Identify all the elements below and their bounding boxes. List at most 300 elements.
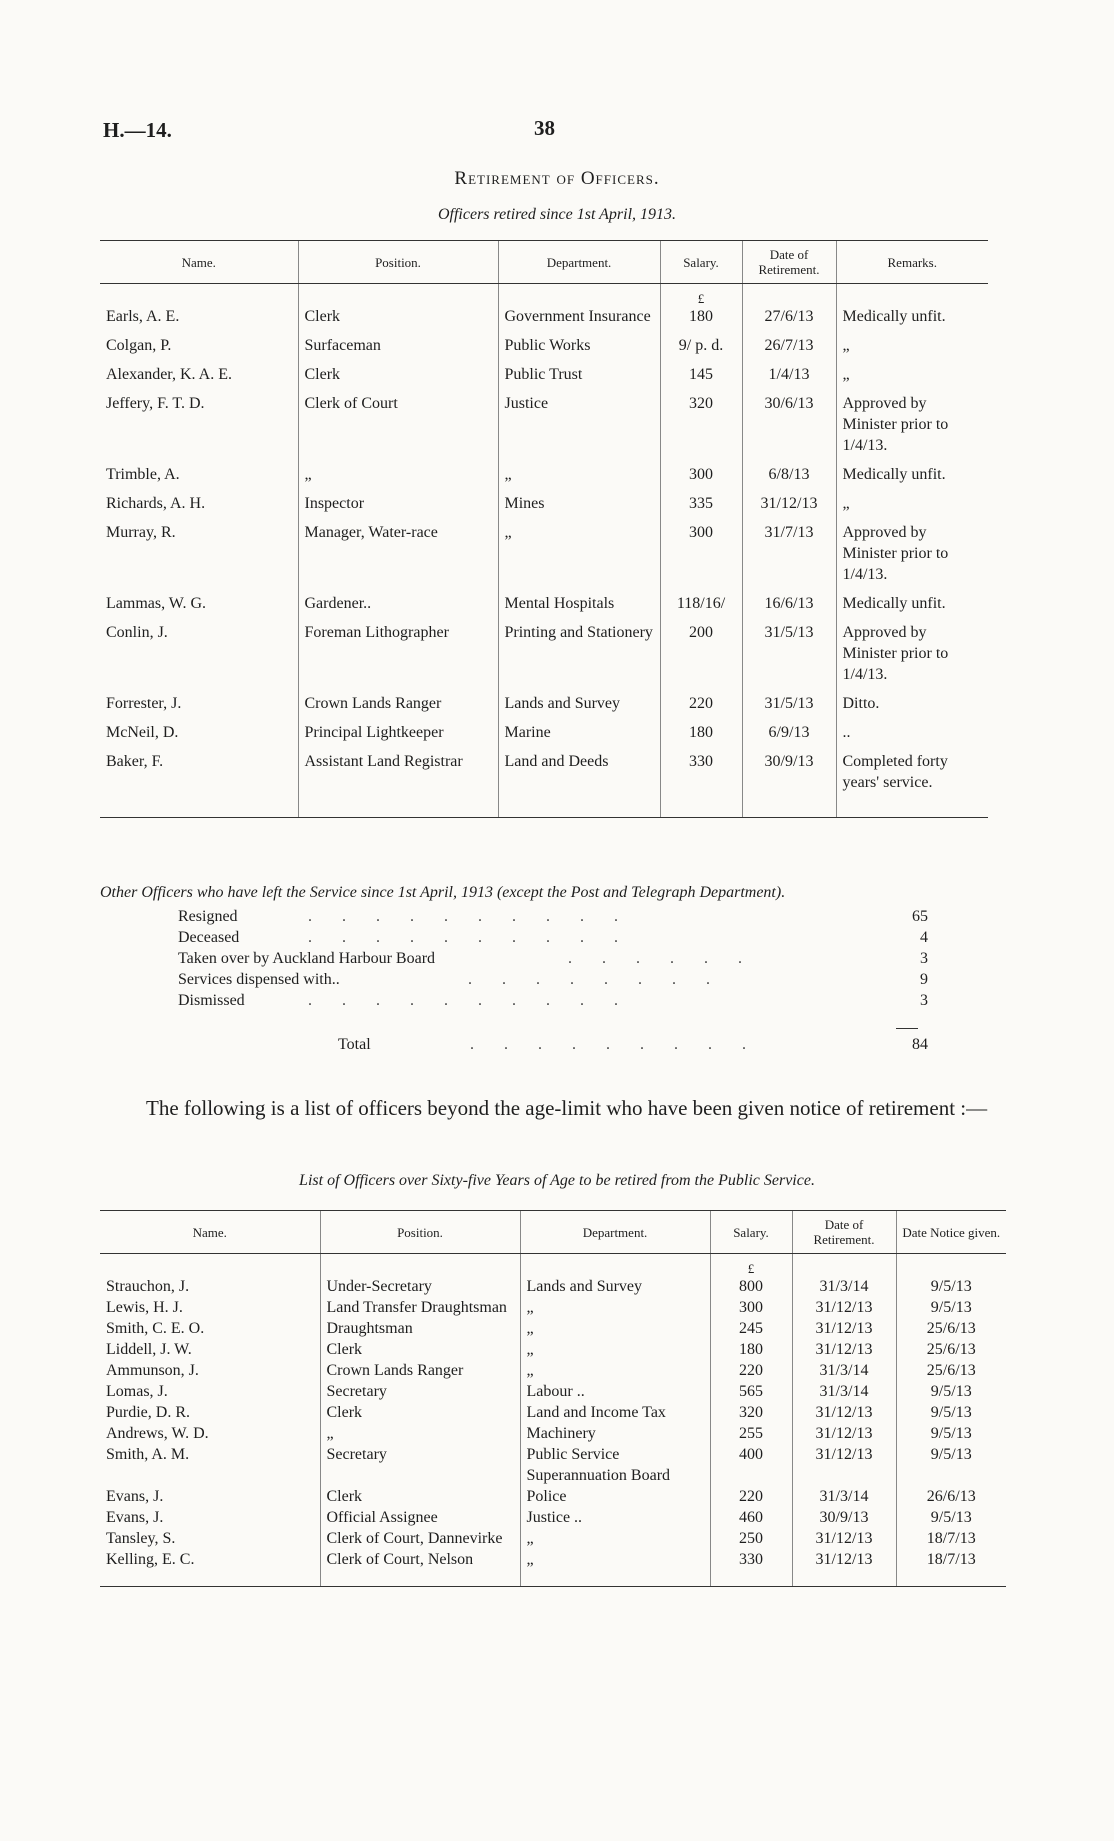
notice-date-cell: 9/5/13 [896,1444,1006,1486]
name-cell: Evans, J. [106,1488,164,1505]
spacer-cell [742,514,836,522]
spacer-cell [100,614,298,622]
salary-cell: 800 [710,1276,792,1297]
retirement-date-cell: 31/12/13 [792,1423,896,1444]
retired-officers-table [100,240,988,818]
spacer-cell [298,793,498,801]
document-page: H.—14. 38 Retirement of Officers. Officers retired since 1st April, 1913. Name. Position. Department. Salary. Date of Retirement. Remarks. £ Earls, A. E. Clerk Government Insurance 180 27/6/13 Medically unfit. Colgan, P. Surfaceman Public Works 9/ p. d. 26/7/13 „ Alexander, K. A. E. Clerk Public Trust 145 1/4/13 „ Jeffery, F. T. D. Clerk of Court Justice 320 30/6/13 Approved by Minister prior to 1/4/13. Trimble, A. „ „ 300 6/8/13 Medically unfit. Richards, A. H. Inspector Mines 335 31/12/13 „ Murray, R. Manager, Water-race „ 300 31/7/13 Approved by Minister prior to 1/4/13. Lammas, W. G. Gardener.. Mental Hospitals 118/16/ 16/6/13 Medically unfit. Conlin, J. Foreman Lithographer Printing and Stationery 200 31/5/13 Approved by Minister prior to 1/4/13. Forrester, J. Crown Lands Ranger Lands and Survey 220 31/5/13 Ditto. McNeil, D. Principal Lightkeeper Marine 180 6/9/13 .. Baker, F. Assistant Land Registrar Land and Deeds 330 30/9/13 Completed forty years' service. Other Officers who have left the Service since 1st April, 1913 (except the Post and Telegraph Department). Resigned .......... 65 Deceased .......... 4 Taken over by Auckland Harbour Board ...... 3 Services dispensed with.. ........ 9 Dismissed .......... 3 Total ......... 84 The following is a list of officers beyond the age-limit who have been given notice of retirement :— List of Officers over Sixty-five Years of Age to be retired from the Public Service. Name. Position. Department. Salary. Date of Retirement. Date Notice given. £ Strauchon, J. Under-Secretary Lands and Survey 800 31/3/14 9/5/13 Lewis, H. J. Land Transfer Draughtsman „ 300 31/12/13 9/5/13 Smith, C. E. O. Draughtsman „ 245 31/12/13 25/6/13 Liddell, J. W. Clerk „ 180 31/12/13 25/6/13 Ammunson, J. Crown Lands Ranger „ 220 31/3/14 25/6/13 Lomas, J. Secretary Labour .. 565 31/3/14 9/5/13 Purdie, D. R. Clerk Land and Income Tax 320 31/12/13 9/5/13 Andrews, W. D. „ Machinery 255 31/12/13 9/5/13 Smith, A. M. Secretary Public Service Superannuation Board 400 31/12/13 9/5/13 Evans, J. Clerk Police 220 31/3/14 26/6/13 Evans, J. Official Assignee Justice .. 460 30/9/13 9/5/13 Tansley, S. Clerk of Court, Dannevirke „ 250 31/12/13 18/7/13 Kelling, E. C. Clerk of Court, Nelson „ 330 31/12/13 18/7/13 [0,0,1114,1841]
position-cell: Clerk [320,1339,520,1360]
column-header-date-of-retirement: Date of Retirement. [792,1211,896,1254]
row-spacer [100,714,988,722]
remarks-cell: .. [836,722,988,743]
position-cell: Crown Lands Ranger [320,1360,520,1381]
spacer-cell [100,714,298,722]
other-officers-counts [178,906,928,1011]
department-cell: Mines [498,493,660,514]
spacer-cell [498,714,660,722]
retirement-date-cell: 16/6/13 [742,593,836,614]
row-spacer [100,743,988,751]
salary-cell: 320 [660,393,742,456]
name-cell: Liddell, J. W. [106,1341,192,1358]
table-row [100,464,988,485]
spacer-cell [836,685,988,693]
retirement-date-cell: 31/5/13 [742,693,836,714]
spacer-cell [498,385,660,393]
spacer-cell [498,614,660,622]
salary-cell: 460 [710,1507,792,1528]
row-spacer [100,585,988,593]
row-spacer [100,385,988,393]
row-spacer [100,485,988,493]
spacer-cell [298,801,498,818]
count-value: 65 [912,908,928,925]
row-spacer [100,514,988,522]
department-cell: „ [520,1360,710,1381]
notice-paragraph: The following is a list of officers beyond the age-limit who have been given notice of retirement :— [146,1096,988,1120]
position-cell: Clerk [298,306,498,327]
position-cell: Clerk of Court [298,393,498,456]
spacer-cell [660,514,742,522]
department-cell: Police [520,1486,710,1507]
count-value: 3 [920,950,928,967]
spacer-cell [710,1570,792,1587]
notice-date-cell: 9/5/13 [896,1297,1006,1318]
spacer-cell [660,385,742,393]
spacer-cell [660,456,742,464]
spacer-cell [660,614,742,622]
department-cell: Mental Hospitals [498,593,660,614]
remarks-cell: Medically unfit. [836,464,988,485]
table-row [100,393,988,456]
position-cell: Clerk [320,1486,520,1507]
retirement-date-cell: 31/12/13 [792,1528,896,1549]
spacer-cell [836,614,988,622]
page-number: 38 [534,116,555,140]
remarks-cell: Approved by Minister prior to 1/4/13. [836,393,988,456]
table-bottom-rule [100,1570,1006,1587]
spacer-cell [498,685,660,693]
table-row [100,364,988,385]
notice-date-cell: 18/7/13 [896,1528,1006,1549]
spacer-cell [298,456,498,464]
spacer-cell [100,485,298,493]
spacer-cell [836,485,988,493]
page-title: Retirement of Officers. [454,168,660,189]
name-cell: Smith, C. E. O. [106,1320,205,1337]
table-row [100,1276,1006,1297]
salary-cell: 320 [710,1402,792,1423]
department-cell: „ [498,464,660,485]
table-row [100,1507,1006,1528]
spacer-cell [836,585,988,593]
table-row [100,1444,1006,1486]
salary-cell: 330 [660,751,742,793]
department-cell: Printing and Stationery [498,622,660,685]
unit-row [100,1254,1006,1277]
department-cell: Public Trust [498,364,660,385]
retirement-date-cell: 30/9/13 [792,1507,896,1528]
table-row [100,693,988,714]
spacer-cell [298,356,498,364]
name-cell: Smith, A. M. [106,1446,190,1463]
spacer-cell [520,1570,710,1587]
spacer-cell [320,1570,520,1587]
position-cell: „ [298,464,498,485]
salary-cell: 220 [710,1360,792,1381]
salary-cell: 180 [660,306,742,327]
position-cell: Assistant Land Registrar [298,751,498,793]
spacer-cell [742,284,836,307]
column-header-salary: Salary. [660,241,742,284]
report-reference: H.—14. [103,118,172,142]
salary-cell: 250 [710,1528,792,1549]
table-row [100,1486,1006,1507]
count-row: Deceased .......... 4 [178,929,928,946]
department-cell: Lands and Survey [498,693,660,714]
column-header-salary: Salary. [710,1211,792,1254]
department-cell: „ [520,1318,710,1339]
department-cell: Government Insurance [498,306,660,327]
count-label: Deceased [178,929,240,946]
spacer-cell [792,1254,896,1277]
remarks-cell: „ [836,364,988,385]
retired-table-subtitle: Officers retired since 1st April, 1913. [437,206,677,223]
spacer-cell [100,514,298,522]
name-cell: Lewis, H. J. [106,1299,183,1316]
notice-date-cell: 18/7/13 [896,1549,1006,1570]
spacer-cell [100,327,298,335]
count-row: Resigned .......... 65 [178,908,928,925]
spacer-cell [498,514,660,522]
notice-date-cell: 9/5/13 [896,1402,1006,1423]
name-cell: Strauchon, J. [106,1278,190,1295]
row-spacer [100,614,988,622]
remarks-cell: Completed forty years' service. [836,751,988,793]
table-row [100,1297,1006,1318]
salary-cell: 300 [660,464,742,485]
column-header-remarks: Remarks. [836,241,988,284]
name-cell: Trimble, A. [106,466,180,483]
spacer-cell [498,585,660,593]
spacer-cell [498,284,660,307]
table-row [100,1381,1006,1402]
position-cell: Clerk of Court, Nelson [320,1549,520,1570]
retirement-date-cell: 31/3/14 [792,1360,896,1381]
name-cell: Richards, A. H. [106,495,206,512]
table-row [100,622,988,685]
position-cell: „ [320,1423,520,1444]
remarks-cell: Medically unfit. [836,593,988,614]
spacer-cell [100,456,298,464]
sum-rule [896,1028,918,1029]
notice-date-cell: 25/6/13 [896,1318,1006,1339]
spacer-cell [742,743,836,751]
retirement-date-cell: 26/7/13 [742,335,836,356]
notice-date-cell: 25/6/13 [896,1339,1006,1360]
spacer-cell [498,327,660,335]
spacer-cell [498,356,660,364]
spacer-cell [836,456,988,464]
salary-cell: 300 [710,1297,792,1318]
spacer-cell [742,456,836,464]
name-cell: Baker, F. [106,753,164,770]
department-cell: Land and Income Tax [520,1402,710,1423]
spacer-cell [836,385,988,393]
column-header-date-of-retirement: Date of Retirement. [742,241,836,284]
count-label: Resigned [178,908,238,925]
spacer-cell [498,743,660,751]
name-cell: Colgan, P. [106,337,172,354]
retirement-date-cell: 31/12/13 [792,1402,896,1423]
spacer-cell [100,585,298,593]
department-cell: Labour .. [520,1381,710,1402]
spacer-cell [742,793,836,801]
department-cell: Justice .. [520,1507,710,1528]
name-cell: McNeil, D. [106,724,179,741]
department-cell: Justice [498,393,660,456]
retirement-date-cell: 31/12/13 [742,493,836,514]
name-cell: Lomas, J. [106,1383,168,1400]
row-spacer [100,456,988,464]
spacer-cell [660,685,742,693]
table-row [100,306,988,327]
spacer-cell [298,614,498,622]
salary-cell: 220 [660,693,742,714]
spacer-cell [100,1570,320,1587]
table-row [100,722,988,743]
table-header-row [100,241,988,284]
spacer-cell [660,356,742,364]
salary-cell: 300 [660,522,742,585]
spacer-cell [298,327,498,335]
name-cell: Lammas, W. G. [106,595,206,612]
retirement-date-cell: 31/12/13 [792,1318,896,1339]
retirement-date-cell: 31/7/13 [742,522,836,585]
spacer-cell [660,743,742,751]
spacer-cell [100,385,298,393]
name-cell: Evans, J. [106,1509,164,1526]
column-header-name: Name. [100,241,298,284]
row-spacer [100,685,988,693]
row-spacer [100,327,988,335]
table-row [100,1549,1006,1570]
spacer-cell [100,1254,320,1277]
salary-cell: 400 [710,1444,792,1486]
spacer-cell [742,685,836,693]
spacer-cell [298,743,498,751]
retirement-date-cell: 30/6/13 [742,393,836,456]
salary-cell: 180 [710,1339,792,1360]
salary-cell: 145 [660,364,742,385]
remarks-cell: Medically unfit. [836,306,988,327]
position-cell: Foreman Lithographer [298,622,498,685]
table-row [100,493,988,514]
position-cell: Official Assignee [320,1507,520,1528]
column-header-date-notice-given: Date Notice given. [896,1211,1006,1254]
table-row [100,751,988,793]
name-cell: Purdie, D. R. [106,1404,190,1421]
column-header-department: Department. [520,1211,710,1254]
column-header-position: Position. [320,1211,520,1254]
spacer-cell [320,1254,520,1277]
retirement-date-cell: 6/8/13 [742,464,836,485]
name-cell: Earls, A. E. [106,308,180,325]
remarks-cell: Approved by Minister prior to 1/4/13. [836,522,988,585]
spacer-cell [742,801,836,818]
table-row [100,1423,1006,1444]
department-cell: „ [498,522,660,585]
position-cell: Inspector [298,493,498,514]
spacer-cell [100,356,298,364]
salary-cell: 200 [660,622,742,685]
spacer-cell [836,793,988,801]
retirement-date-cell: 30/9/13 [742,751,836,793]
currency-unit: £ [660,284,742,307]
department-cell: Public Works [498,335,660,356]
table-row [100,1528,1006,1549]
spacer-cell [298,585,498,593]
retirement-date-cell: 31/3/14 [792,1381,896,1402]
department-cell: „ [520,1549,710,1570]
spacer-cell [298,385,498,393]
position-cell: Draughtsman [320,1318,520,1339]
retirement-date-cell: 31/12/13 [792,1444,896,1486]
spacer-cell [520,1254,710,1277]
position-cell: Principal Lightkeeper [298,722,498,743]
column-header-department: Department. [498,241,660,284]
retirement-date-cell: 27/6/13 [742,306,836,327]
spacer-cell [498,793,660,801]
notice-date-cell: 9/5/13 [896,1423,1006,1444]
unit-row [100,284,988,307]
spacer-cell [498,485,660,493]
name-cell: Jeffery, F. T. D. [106,395,205,412]
remarks-cell: Ditto. [836,693,988,714]
spacer-cell [298,714,498,722]
department-cell: Marine [498,722,660,743]
salary-cell: 9/ p. d. [660,335,742,356]
table-row [100,1402,1006,1423]
notice-date-cell: 25/6/13 [896,1360,1006,1381]
spacer-cell [742,614,836,622]
count-row: Taken over by Auckland Harbour Board ...... 3 [178,950,928,967]
retirement-date-cell: 31/12/13 [792,1549,896,1570]
position-cell: Gardener.. [298,593,498,614]
name-cell: Kelling, E. C. [106,1551,195,1568]
position-cell: Clerk [320,1402,520,1423]
table-row [100,335,988,356]
spacer-cell [498,456,660,464]
spacer-cell [660,801,742,818]
department-cell: „ [520,1297,710,1318]
spacer-cell [742,356,836,364]
spacer-cell [742,585,836,593]
spacer-cell [836,801,988,818]
name-cell: Alexander, K. A. E. [106,366,232,383]
salary-cell: 565 [710,1381,792,1402]
name-cell: Ammunson, J. [106,1362,199,1379]
position-cell: Under-Secretary [320,1276,520,1297]
spacer-cell [742,327,836,335]
table-row [100,522,988,585]
spacer-cell [742,485,836,493]
department-cell: Public Service Superannuation Board [520,1444,710,1486]
salary-cell: 255 [710,1423,792,1444]
department-cell: Land and Deeds [498,751,660,793]
spacer-cell [298,485,498,493]
name-cell: Tansley, S. [106,1530,176,1547]
retirement-date-cell: 1/4/13 [742,364,836,385]
notice-date-cell: 9/5/13 [896,1507,1006,1528]
count-label: Services dispensed with.. [178,971,340,988]
department-cell: Lands and Survey [520,1276,710,1297]
name-cell: Murray, R. [106,524,176,541]
table-row [100,593,988,614]
position-cell: Crown Lands Ranger [298,693,498,714]
count-row: Services dispensed with.. ........ 9 [178,971,928,988]
count-row: Dismissed .......... 3 [178,992,928,1009]
name-cell: Forrester, J. [106,695,182,712]
salary-cell: 220 [710,1486,792,1507]
spacer-cell [100,801,298,818]
retirement-date-cell: 31/3/14 [792,1486,896,1507]
count-value: 9 [920,971,928,988]
position-cell: Manager, Water-race [298,522,498,585]
spacer-cell [836,327,988,335]
spacer-cell [100,685,298,693]
spacer-cell [660,714,742,722]
table-bottom-rule [100,801,988,818]
name-cell: Andrews, W. D. [106,1425,209,1442]
retirement-date-cell: 31/12/13 [792,1339,896,1360]
spacer-cell [100,284,298,307]
spacer-cell [836,284,988,307]
remarks-cell: „ [836,335,988,356]
department-cell: „ [520,1339,710,1360]
spacer-cell [836,714,988,722]
salary-cell: 118/16/ [660,593,742,614]
salary-cell: 330 [710,1549,792,1570]
spacer-cell [836,743,988,751]
notice-date-cell: 9/5/13 [896,1276,1006,1297]
column-header-position: Position. [298,241,498,284]
salary-cell: 245 [710,1318,792,1339]
spacer-cell [660,793,742,801]
spacer-cell [792,1570,896,1587]
spacer-cell [100,743,298,751]
salary-cell: 335 [660,493,742,514]
remarks-cell: „ [836,493,988,514]
table-header-row [100,1211,1006,1254]
position-cell: Clerk [298,364,498,385]
position-cell: Surfaceman [298,335,498,356]
total-label: Total [338,1036,371,1053]
position-cell: Secretary [320,1444,520,1486]
spacer-cell [836,356,988,364]
position-cell: Clerk of Court, Dannevirke [320,1528,520,1549]
notice-date-cell: 9/5/13 [896,1381,1006,1402]
count-value: 3 [920,992,928,1009]
retirement-date-cell: 31/12/13 [792,1297,896,1318]
spacer-cell [660,585,742,593]
department-cell: Machinery [520,1423,710,1444]
remarks-cell: Approved by Minister prior to 1/4/13. [836,622,988,685]
salary-cell: 180 [660,722,742,743]
name-cell: Conlin, J. [106,624,168,641]
count-value: 4 [920,929,928,946]
spacer-cell [298,514,498,522]
column-header-name: Name. [100,1211,320,1254]
